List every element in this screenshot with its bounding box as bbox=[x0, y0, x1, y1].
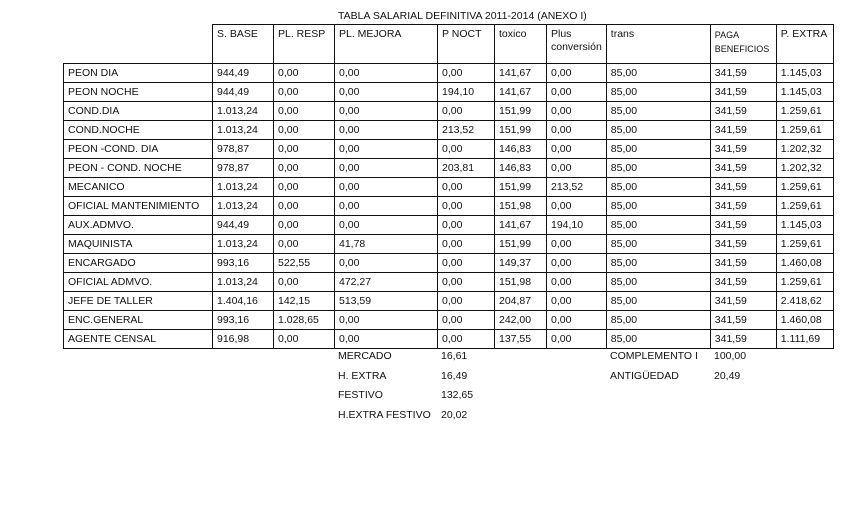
table-row bbox=[64, 178, 834, 197]
value-cell: 85,00 bbox=[606, 311, 710, 330]
value-cell: 0,00 bbox=[438, 273, 495, 292]
value-cell: 0,00 bbox=[274, 235, 335, 254]
plus-line2: conversión bbox=[551, 41, 602, 53]
table-row bbox=[64, 140, 834, 159]
value-cell: 151,99 bbox=[495, 178, 547, 197]
extra-value: 132,65 bbox=[441, 389, 474, 401]
value-cell: 0,00 bbox=[438, 197, 495, 216]
value-cell: 0,00 bbox=[547, 292, 607, 311]
value-cell: 41,78 bbox=[335, 235, 438, 254]
value-cell: 85,00 bbox=[606, 254, 710, 273]
plus-line1: Plus bbox=[551, 28, 572, 40]
value-cell: 944,49 bbox=[213, 216, 274, 235]
table-row bbox=[64, 311, 834, 330]
value-cell: 0,00 bbox=[438, 292, 495, 311]
value-cell: 137,55 bbox=[495, 330, 547, 349]
value-cell: 0,00 bbox=[438, 102, 495, 121]
value-cell: 341,59 bbox=[710, 64, 776, 83]
value-cell: 1.202,32 bbox=[776, 159, 833, 178]
extra-item bbox=[610, 347, 746, 367]
value-cell: 341,59 bbox=[710, 216, 776, 235]
category-cell: JEFE DE TALLER bbox=[64, 292, 213, 311]
value-cell: 0,00 bbox=[335, 216, 438, 235]
value-cell: 1.145,03 bbox=[776, 64, 833, 83]
value-cell: 0,00 bbox=[547, 311, 607, 330]
category-cell: MAQUINISTA bbox=[64, 235, 213, 254]
value-cell: 0,00 bbox=[438, 235, 495, 254]
paga-line2: BENEFICIOS bbox=[714, 44, 770, 54]
table-row bbox=[64, 292, 834, 311]
table-row bbox=[64, 197, 834, 216]
value-cell: 85,00 bbox=[606, 64, 710, 83]
value-cell: 85,00 bbox=[606, 292, 710, 311]
col-header-toxico: toxico bbox=[495, 25, 547, 64]
value-cell: 1.145,03 bbox=[776, 83, 833, 102]
value-cell: 341,59 bbox=[710, 102, 776, 121]
extras-left bbox=[338, 347, 473, 425]
col-header-trans: trans bbox=[606, 25, 710, 64]
value-cell: 151,99 bbox=[495, 121, 547, 140]
extra-label: H. EXTRA bbox=[338, 369, 387, 382]
value-cell: 0,00 bbox=[274, 102, 335, 121]
value-cell: 341,59 bbox=[710, 254, 776, 273]
extra-item bbox=[338, 367, 473, 387]
value-cell: 1.259,61 bbox=[776, 102, 833, 121]
value-cell: 1.404,16 bbox=[213, 292, 274, 311]
category-cell: OFICIAL MANTENIMIENTO bbox=[64, 197, 213, 216]
value-cell: 0,00 bbox=[547, 121, 607, 140]
value-cell: 0,00 bbox=[547, 197, 607, 216]
paga-line1: PAGA bbox=[714, 30, 740, 40]
category-cell: PEON NOCHE bbox=[64, 83, 213, 102]
category-cell: AGENTE CENSAL bbox=[64, 330, 213, 349]
value-cell: 242,00 bbox=[495, 311, 547, 330]
value-cell: 141,67 bbox=[495, 83, 547, 102]
value-cell: 85,00 bbox=[606, 216, 710, 235]
value-cell: 0,00 bbox=[335, 159, 438, 178]
value-cell: 0,00 bbox=[335, 178, 438, 197]
value-cell: 151,99 bbox=[495, 235, 547, 254]
value-cell: 0,00 bbox=[335, 311, 438, 330]
value-cell: 203,81 bbox=[438, 159, 495, 178]
value-cell: 0,00 bbox=[438, 140, 495, 159]
value-cell: 0,00 bbox=[335, 330, 438, 349]
value-cell: 1.202,32 bbox=[776, 140, 833, 159]
extra-item bbox=[338, 406, 473, 426]
table-row bbox=[64, 216, 834, 235]
value-cell: 1.013,24 bbox=[213, 121, 274, 140]
table-row bbox=[64, 330, 834, 349]
value-cell: 85,00 bbox=[606, 140, 710, 159]
value-cell: 1.145,03 bbox=[776, 216, 833, 235]
value-cell: 0,00 bbox=[274, 197, 335, 216]
value-cell: 0,00 bbox=[547, 64, 607, 83]
value-cell: 1.259,61 bbox=[776, 121, 833, 140]
category-cell: MECANICO bbox=[64, 178, 213, 197]
value-cell: 1.013,24 bbox=[213, 197, 274, 216]
value-cell: 1.028,65 bbox=[274, 311, 335, 330]
value-cell: 0,00 bbox=[335, 64, 438, 83]
table-row bbox=[64, 121, 834, 140]
value-cell: 0,00 bbox=[274, 273, 335, 292]
value-cell: 341,59 bbox=[710, 197, 776, 216]
col-header-pl-mejora: PL. MEJORA bbox=[335, 25, 438, 64]
value-cell: 341,59 bbox=[710, 330, 776, 349]
table-row bbox=[64, 159, 834, 178]
value-cell: 341,59 bbox=[710, 121, 776, 140]
value-cell: 341,59 bbox=[710, 235, 776, 254]
value-cell: 1.460,08 bbox=[776, 311, 833, 330]
value-cell: 0,00 bbox=[547, 140, 607, 159]
value-cell: 1.460,08 bbox=[776, 254, 833, 273]
category-cell: PEON - COND. NOCHE bbox=[64, 159, 213, 178]
value-cell: 1.259,61 bbox=[776, 197, 833, 216]
category-cell: PEON -COND. DIA bbox=[64, 140, 213, 159]
table-title: TABLA SALARIAL DEFINITIVA 2011-2014 (ANEXO I) bbox=[338, 10, 587, 22]
value-cell: 0,00 bbox=[274, 178, 335, 197]
table-row bbox=[64, 102, 834, 121]
value-cell: 0,00 bbox=[335, 197, 438, 216]
value-cell: 141,67 bbox=[495, 216, 547, 235]
category-cell: OFICIAL ADMVO. bbox=[64, 273, 213, 292]
category-cell: COND.DIA bbox=[64, 102, 213, 121]
value-cell: 522,55 bbox=[274, 254, 335, 273]
extra-label: FESTIVO bbox=[338, 389, 383, 401]
value-cell: 341,59 bbox=[710, 178, 776, 197]
table-row bbox=[64, 273, 834, 292]
category-cell: COND.NOCHE bbox=[64, 121, 213, 140]
value-cell: 944,49 bbox=[213, 64, 274, 83]
value-cell: 1.111,69 bbox=[776, 330, 833, 349]
extra-label: COMPLEMENTO I bbox=[610, 350, 698, 362]
value-cell: 194,10 bbox=[547, 216, 607, 235]
value-cell: 213,52 bbox=[547, 178, 607, 197]
extra-item bbox=[338, 386, 473, 406]
value-cell: 85,00 bbox=[606, 178, 710, 197]
value-cell: 0,00 bbox=[274, 216, 335, 235]
value-cell: 0,00 bbox=[438, 64, 495, 83]
extra-label: H.EXTRA FESTIVO bbox=[338, 408, 431, 421]
value-cell: 341,59 bbox=[710, 292, 776, 311]
extras-right bbox=[610, 347, 746, 386]
value-cell: 0,00 bbox=[438, 216, 495, 235]
value-cell: 0,00 bbox=[274, 83, 335, 102]
value-cell: 85,00 bbox=[606, 121, 710, 140]
category-cell: ENC.GENERAL bbox=[64, 311, 213, 330]
value-cell: 0,00 bbox=[438, 311, 495, 330]
header-corner bbox=[64, 25, 213, 64]
value-cell: 472,27 bbox=[335, 273, 438, 292]
value-cell: 341,59 bbox=[710, 311, 776, 330]
value-cell: 204,87 bbox=[495, 292, 547, 311]
value-cell: 151,98 bbox=[495, 197, 547, 216]
value-cell: 149,37 bbox=[495, 254, 547, 273]
value-cell: 0,00 bbox=[274, 140, 335, 159]
col-header-p-extra: P. EXTRA bbox=[776, 25, 833, 64]
value-cell: 916,98 bbox=[213, 330, 274, 349]
value-cell: 0,00 bbox=[547, 273, 607, 292]
value-cell: 146,83 bbox=[495, 159, 547, 178]
value-cell: 0,00 bbox=[547, 330, 607, 349]
value-cell: 944,49 bbox=[213, 83, 274, 102]
value-cell: 0,00 bbox=[438, 330, 495, 349]
value-cell: 151,98 bbox=[495, 273, 547, 292]
value-cell: 0,00 bbox=[335, 102, 438, 121]
value-cell: 0,00 bbox=[274, 330, 335, 349]
table-row bbox=[64, 83, 834, 102]
salary-table bbox=[63, 24, 834, 349]
extra-item bbox=[610, 367, 746, 387]
value-cell: 978,87 bbox=[213, 159, 274, 178]
value-cell: 0,00 bbox=[438, 178, 495, 197]
value-cell: 0,00 bbox=[335, 254, 438, 273]
value-cell: 0,00 bbox=[547, 83, 607, 102]
value-cell: 146,83 bbox=[495, 140, 547, 159]
value-cell: 213,52 bbox=[438, 121, 495, 140]
value-cell: 85,00 bbox=[606, 235, 710, 254]
value-cell: 0,00 bbox=[335, 140, 438, 159]
value-cell: 0,00 bbox=[547, 235, 607, 254]
extra-value: 100,00 bbox=[714, 350, 747, 362]
value-cell: 1.013,24 bbox=[213, 235, 274, 254]
value-cell: 993,16 bbox=[213, 311, 274, 330]
col-header-pl-resp: PL. RESP bbox=[274, 25, 335, 64]
value-cell: 0,00 bbox=[274, 159, 335, 178]
value-cell: 341,59 bbox=[710, 273, 776, 292]
value-cell: 341,59 bbox=[710, 83, 776, 102]
value-cell: 151,99 bbox=[495, 102, 547, 121]
value-cell: 513,59 bbox=[335, 292, 438, 311]
table-row bbox=[64, 235, 834, 254]
extra-label: MERCADO bbox=[338, 350, 392, 362]
value-cell: 142,15 bbox=[274, 292, 335, 311]
value-cell: 1.259,61 bbox=[776, 178, 833, 197]
value-cell: 1.013,24 bbox=[213, 273, 274, 292]
value-cell: 85,00 bbox=[606, 197, 710, 216]
value-cell: 85,00 bbox=[606, 83, 710, 102]
value-cell: 0,00 bbox=[335, 121, 438, 140]
value-cell: 2.418,62 bbox=[776, 292, 833, 311]
table-row bbox=[64, 64, 834, 83]
col-header-p-noct: P NOCT bbox=[438, 25, 495, 64]
extra-value: 20,49 bbox=[714, 369, 741, 382]
value-cell: 0,00 bbox=[274, 64, 335, 83]
value-cell: 85,00 bbox=[606, 159, 710, 178]
value-cell: 0,00 bbox=[438, 254, 495, 273]
value-cell: 993,16 bbox=[213, 254, 274, 273]
value-cell: 0,00 bbox=[547, 254, 607, 273]
value-cell: 0,00 bbox=[547, 102, 607, 121]
value-cell: 85,00 bbox=[606, 102, 710, 121]
extra-value: 20,02 bbox=[441, 408, 468, 421]
value-cell: 1.259,61 bbox=[776, 235, 833, 254]
value-cell: 85,00 bbox=[606, 330, 710, 349]
extra-label: ANTIGÜEDAD bbox=[610, 369, 679, 382]
value-cell: 1.013,24 bbox=[213, 178, 274, 197]
extra-value: 16,61 bbox=[441, 350, 468, 362]
value-cell: 85,00 bbox=[606, 273, 710, 292]
col-header-paga-beneficios bbox=[710, 25, 776, 64]
value-cell: 0,00 bbox=[335, 83, 438, 102]
value-cell: 1.013,24 bbox=[213, 102, 274, 121]
value-cell: 341,59 bbox=[710, 140, 776, 159]
value-cell: 1.259,61 bbox=[776, 273, 833, 292]
table-row bbox=[64, 254, 834, 273]
value-cell: 0,00 bbox=[547, 159, 607, 178]
value-cell: 341,59 bbox=[710, 159, 776, 178]
value-cell: 141,67 bbox=[495, 64, 547, 83]
col-header-s-base: S. BASE bbox=[213, 25, 274, 64]
category-cell: PEON DIA bbox=[64, 64, 213, 83]
extra-item bbox=[338, 347, 473, 367]
col-header-plus-conversion bbox=[547, 25, 607, 64]
category-cell: AUX.ADMVO. bbox=[64, 216, 213, 235]
value-cell: 194,10 bbox=[438, 83, 495, 102]
header-row bbox=[64, 25, 834, 64]
category-cell: ENCARGADO bbox=[64, 254, 213, 273]
value-cell: 978,87 bbox=[213, 140, 274, 159]
value-cell: 0,00 bbox=[274, 121, 335, 140]
extra-value: 16,49 bbox=[441, 369, 468, 382]
